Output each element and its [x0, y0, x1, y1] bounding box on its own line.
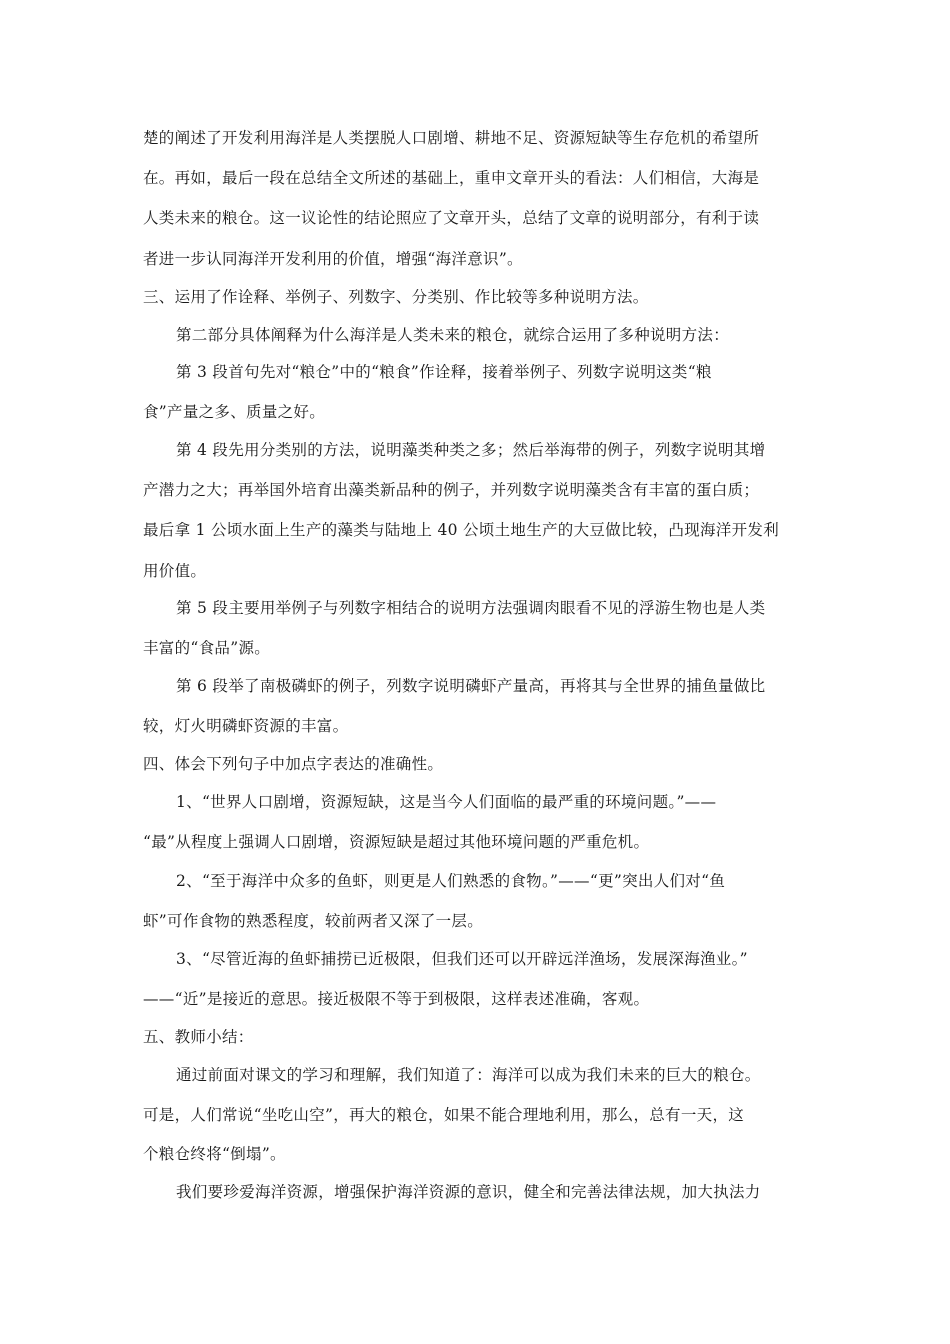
paragraph-line: 第 6 段举了南极磷虾的例子，列数字说明磷虾产量高，再将其与全世界的捕鱼量做比	[176, 677, 766, 695]
section-heading: 四、体会下列句子中加点字表达的准确性。	[143, 755, 444, 773]
text-line: 个粮仓终将“倒塌”。	[143, 1145, 286, 1163]
text-line: 人类未来的粮仓。这一议论性的结论照应了文章开头，总结了文章的说明部分，有利于读	[143, 209, 760, 227]
paragraph-line: 第 4 段先用分类别的方法，说明藻类种类之多；然后举海带的例子，列数字说明其增	[176, 441, 766, 459]
paragraph-line: 第 5 段主要用举例子与列数字相结合的说明方法强调肉眼看不见的浮游生物也是人类	[176, 599, 766, 617]
text-line: 产潜力之大；再举国外培育出藻类新品种的例子，并列数字说明藻类含有丰富的蛋白质；	[143, 481, 760, 499]
text-line: “最”从程度上强调人口剧增，资源短缺是超过其他环境问题的严重危机。	[143, 833, 650, 851]
paragraph-line: 2、“至于海洋中众多的鱼虾，则更是人们熟悉的食物。”——“更”突出人们对“鱼	[176, 872, 726, 890]
text-line: 最后拿 1 公顷水面上生产的藻类与陆地上 40 公顷土地生产的大豆做比较，凸现海洋开发利	[143, 521, 779, 539]
text-line: ——“近”是接近的意思。接近极限不等于到极限，这样表述准确，客观。	[143, 990, 650, 1008]
paragraph-line: 第 3 段首句先对“粮仓”中的“粮食”作诠释，接着举例子、列数字说明这类“粮	[176, 363, 712, 381]
text-line: 丰富的“食品”源。	[143, 639, 271, 657]
text-line: 可是，人们常说“坐吃山空”，再大的粮仓，如果不能合理地利用，那么，总有一天，这	[143, 1106, 745, 1124]
section-heading: 三、运用了作诠释、举例子、列数字、分类别、作比较等多种说明方法。	[143, 288, 649, 306]
text-line: 较，灯火明磷虾资源的丰富。	[143, 717, 349, 735]
paragraph-line: 第二部分具体阐释为什么海洋是人类未来的粮仓，就综合运用了多种说明方法：	[176, 326, 730, 344]
paragraph-line: 1、“世界人口剧增，资源短缺，这是当今人们面临的最严重的环境问题。”——	[176, 793, 717, 811]
text-line: 食”产量之多、质量之好。	[143, 403, 326, 421]
text-line: 在。再如，最后一段在总结全文所述的基础上，重申文章开头的看法：人们相信，大海是	[143, 169, 760, 187]
text-line: 楚的阐述了开发利用海洋是人类摆脱人口剧增、耕地不足、资源短缺等生存危机的希望所	[143, 129, 760, 147]
paragraph-line: 我们要珍爱海洋资源，增强保护海洋资源的意识，健全和完善法律法规，加大执法力	[176, 1183, 761, 1201]
section-heading: 五、教师小结：	[143, 1028, 254, 1046]
paragraph-line: 3、“尽管近海的鱼虾捕捞已近极限，但我们还可以开辟远洋渔场，发展深海渔业。”	[176, 950, 748, 968]
text-line: 用价值。	[143, 562, 207, 580]
text-line: 虾”可作食物的熟悉程度，较前两者又深了一层。	[143, 912, 484, 930]
paragraph-line: 通过前面对课文的学习和理解，我们知道了：海洋可以成为我们未来的巨大的粮仓。	[176, 1066, 761, 1084]
text-line: 者进一步认同海洋开发利用的价值，增强“海洋意识”。	[143, 250, 523, 268]
